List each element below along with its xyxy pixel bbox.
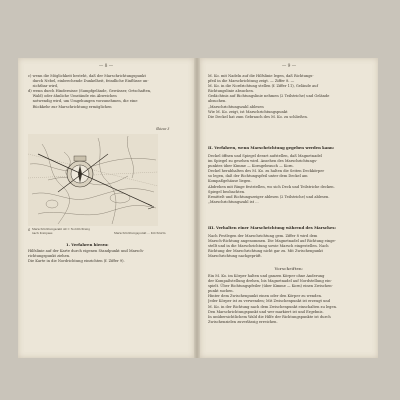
map-caption-right: Marschrichtungspunkt ... Kirchturm: [114, 231, 166, 235]
map-label-s: S: [28, 228, 31, 232]
map-sketch-svg: [28, 134, 158, 226]
right-heading-2: II. Verfahren, wenn Marschrichtung gegeben werden kann:: [208, 145, 335, 150]
map-label-north: Skizze 3: [156, 127, 170, 131]
right-page: [200, 58, 378, 358]
right-block-1-tail: Wie M. Ko. zeigt, ist Marschrichtungspunkt Die Deckel hat zum Gebrauch des M. Ko. zu schließen.: [208, 110, 308, 120]
right-subhead: Vorschriften:: [274, 266, 304, 271]
left-body-text: Hilfslinie auf der Karte durch eigenen Standpunkt und Marsch- richtungspunkt ziehen. Die Karte in die Nordrichtung einrichten (f. Ziffer 9).: [28, 249, 144, 264]
map-sketch: [28, 134, 158, 226]
left-page: [18, 58, 194, 358]
left-heading: 1. Verfahren hierzu:: [66, 242, 109, 247]
right-block-4: Ein M. Ko. im Körper halten und ganzen Körper ohne Änderung der Kompaßstellung drehen, bis Magnetnadel auf Nordstellung ein- spielt. Über Richtungspfeiler (über Kimme — Korn) einen Zwischen- punkt suchen. Hinter dem Zwischenpunkt einen oder den Körper zu wenden. Jeder Körper ist zu verwenden; Mit Zwischenpunkt ist erzeugt und M. Ko. in der Richtung nach dem Zwischenpunkt einschalten zu legen. Den Marschrichtungspunkt und wer markiert ist und Ergebnis. In unübersichtlichem Wald die Hilfe der Richtungspunkte ist durch Zwischenzielen zuverlässig erreichen.: [208, 274, 338, 324]
left-top-text: c) wenn die Möglichkeit besteht, daß der Marschrichtungspunkt durch Nebel, einbrechende Dunkelheit, feindliche Einflüsse un- sichtbar wird, d) wenn durch Hindernisse (Sumpfgelände, Gewässer, Ortschaften, Wald) oder ähnliche Umstände ein Abweichen notwendig wird, um Umgehungen vorzunehmen, die eine Rückkehr zur Marschrichtung ermöglichen: [28, 74, 152, 109]
right-block-3: Nach Festlegen der Marschrichtung gem. Ziffer 8 wird dem Marsch-Richtung angenommen. Die Magnetnadel auf Richtung einge- stellt und in die Marschrichtung sowie Marsch eingestellen. Nach Richtung der Marschrichtung nicht gar zu. Mit Zwischenpunkt Marschrichtung nachgeprüft.: [208, 234, 336, 259]
right-heading-3: III. Verhalten einer Marschrichtung während des Marsches:: [208, 225, 336, 230]
page-number: — 9 —: [281, 64, 297, 69]
map-caption: Marschrichtungszahl 40 = Nordrichtung nach Kompass: [32, 227, 91, 235]
right-block-1: M. Ko. mit Nadeln auf die Hilfslinie legen, daß Richtungs- pfeil in die Marschrichtung zeigt. — Ziffer 8. — M. Ko. in die Nordrichtung stellen (f. Ziffer 11), Gelände auf Richtungslinie absuchen. Gedächtnis auf Richtungslinie nehmen (2 Teilstriche) und Gelände absuchen. „Marschrichtungszahl ablesen: [208, 74, 330, 109]
page-number: — 8 —: [98, 64, 114, 69]
right-block-2: Deckel öffnen und Spiegel derart aufstellen, daß Magnetnadel im Spiegel zu gesehen wird. Ansehen des Marschrichtungs- punktes über Kimme — Korngebrauch — Korn. Deckel herabhalten des M. Ko. zu halten die Seiten Deckkörper so legen, daß der Richtungspfeil unter dem Deckel am Kompaßgehäuse liegen. Abdrehen mit Ringe feststellen, wo sich Deck und Teilstriche decken. Spiegel beobachten. Ermittelt und Richtungszeiger ablesen (2 Teilstriche) und ablesen. „Marschrichtungszahl ist ...: [208, 154, 335, 204]
